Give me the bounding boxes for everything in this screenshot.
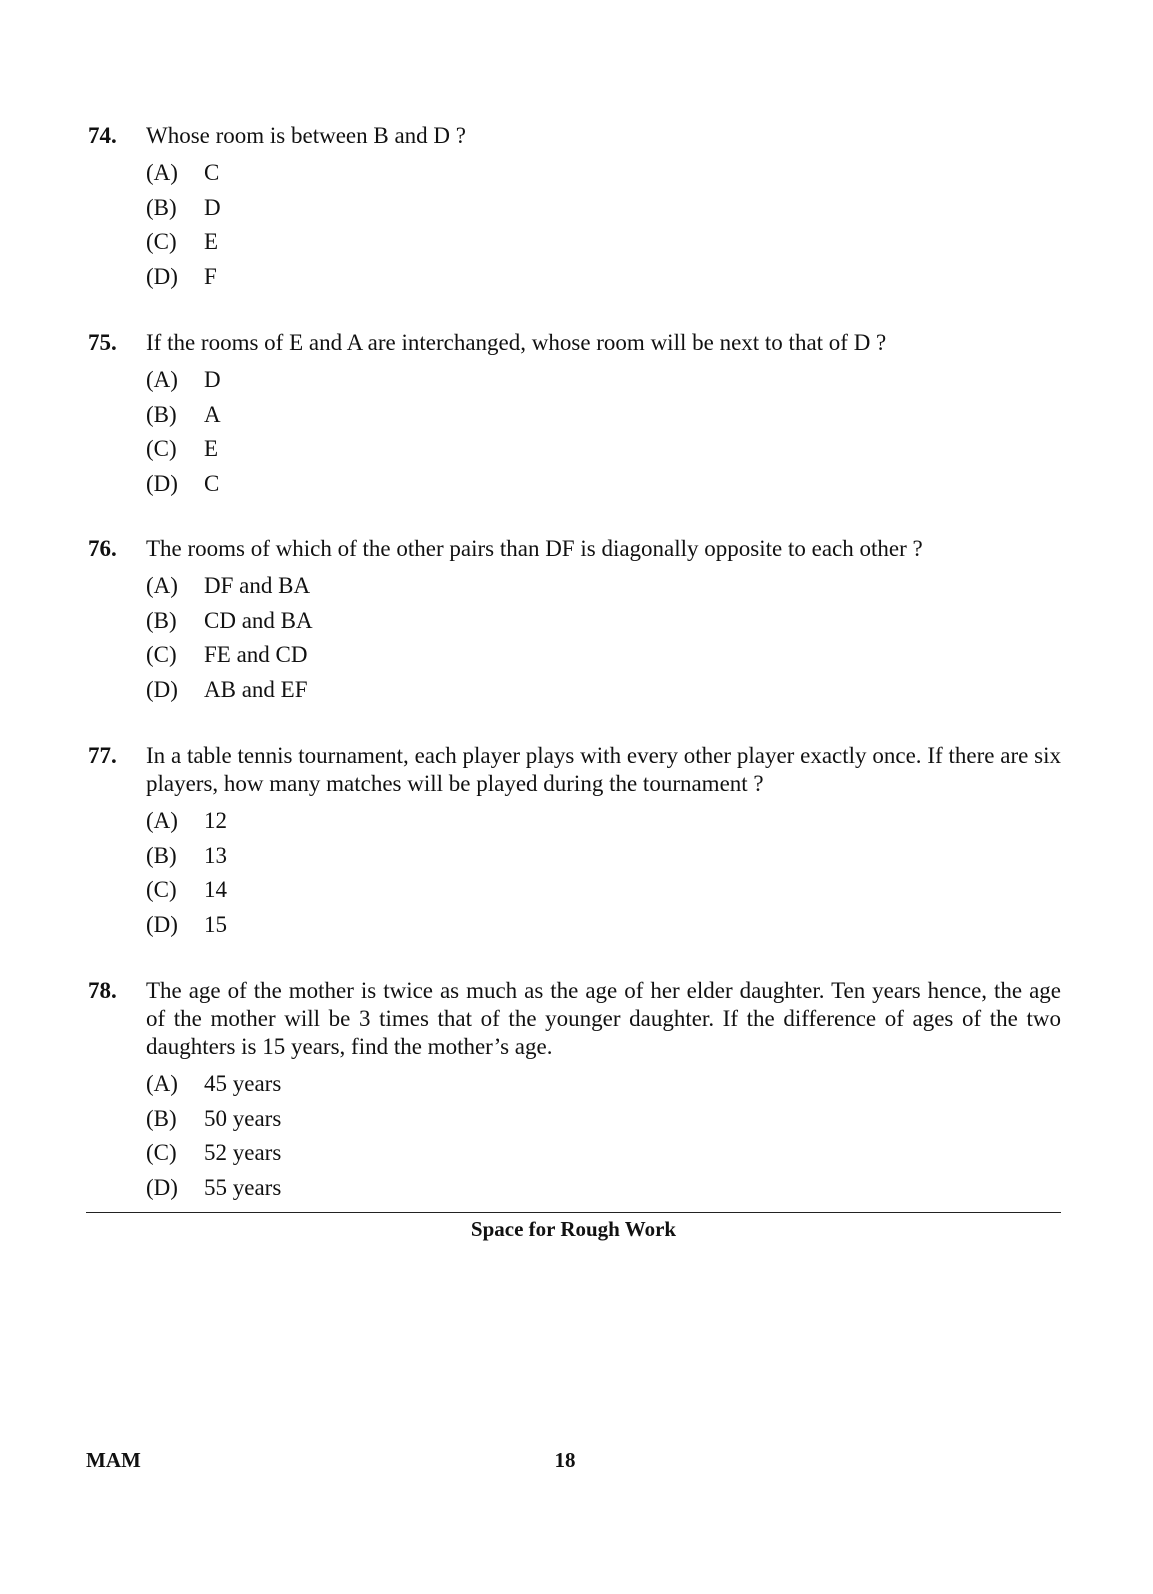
option-c bbox=[146, 638, 1061, 673]
option-text: D bbox=[204, 367, 221, 392]
option-text: F bbox=[204, 263, 217, 289]
question-number: 76. bbox=[88, 536, 117, 561]
option-text: A bbox=[204, 401, 221, 427]
option-text: CD and BA bbox=[204, 607, 313, 633]
option-letter: (C) bbox=[146, 229, 177, 254]
option-b bbox=[146, 839, 1061, 874]
option-letter: (A) bbox=[146, 1071, 178, 1096]
option-letter: (D) bbox=[146, 676, 178, 702]
option-a bbox=[146, 804, 1061, 839]
option-letter: (A) bbox=[146, 160, 178, 185]
option-b bbox=[146, 1102, 1061, 1137]
option-a bbox=[146, 156, 1061, 191]
option-a bbox=[146, 1067, 1061, 1102]
option-letter: (D) bbox=[146, 1174, 178, 1200]
option-text: 50 years bbox=[204, 1105, 282, 1131]
option-text: 12 bbox=[204, 808, 227, 833]
option-letter: (B) bbox=[146, 607, 177, 633]
option-text: C bbox=[204, 160, 220, 185]
option-letter: (C) bbox=[146, 436, 177, 461]
option-text: 13 bbox=[204, 842, 227, 868]
options-list bbox=[146, 156, 1061, 294]
question-text: In a table tennis tournament, each player plays with every other player exactly once. If there are six players, how many matches will be played during the tournament ? bbox=[146, 743, 1061, 796]
option-text: E bbox=[204, 229, 219, 254]
question-number: 77. bbox=[88, 743, 117, 768]
option-text: E bbox=[204, 436, 219, 461]
option-c bbox=[146, 225, 1061, 260]
option-letter: (A) bbox=[146, 808, 178, 833]
option-letter: (A) bbox=[146, 573, 178, 598]
option-text: 15 bbox=[204, 911, 227, 937]
option-c bbox=[146, 873, 1061, 908]
question-78 bbox=[86, 977, 1061, 1205]
option-d bbox=[146, 908, 1061, 943]
option-letter: (D) bbox=[146, 911, 178, 937]
option-d bbox=[146, 260, 1061, 295]
option-text: D bbox=[204, 194, 221, 220]
question-number: 74. bbox=[88, 123, 117, 148]
option-d bbox=[146, 1171, 1061, 1206]
option-text: DF and BA bbox=[204, 573, 311, 598]
option-text: AB and EF bbox=[204, 676, 308, 702]
rough-work-divider bbox=[86, 1212, 1061, 1213]
question-text: The rooms of which of the other pairs than DF is diagonally opposite to each other ? bbox=[146, 536, 923, 561]
option-letter: (B) bbox=[146, 1105, 177, 1131]
question-number: 78. bbox=[88, 978, 117, 1003]
option-c bbox=[146, 432, 1061, 467]
option-letter: (A) bbox=[146, 367, 178, 392]
question-text: If the rooms of E and A are interchanged, whose room will be next to that of D ? bbox=[146, 330, 887, 355]
question-text: The age of the mother is twice as much as the age of her elder daughter. Ten years hence, the age of the mother will be 3 times that of the younger daughter. If the difference of ages of the two daughters is 15 years, find the mother’s age. bbox=[146, 978, 1061, 1059]
option-text: 14 bbox=[204, 877, 227, 902]
options-list bbox=[146, 569, 1061, 707]
option-letter: (C) bbox=[146, 642, 177, 667]
question-77 bbox=[86, 742, 1061, 942]
option-text: 55 years bbox=[204, 1174, 282, 1200]
option-letter: (D) bbox=[146, 470, 178, 496]
option-d bbox=[146, 673, 1061, 708]
question-76 bbox=[86, 535, 1061, 707]
option-b bbox=[146, 604, 1061, 639]
option-letter: (B) bbox=[146, 842, 177, 868]
option-text: 45 years bbox=[204, 1071, 282, 1096]
option-letter: (C) bbox=[146, 877, 177, 902]
option-c bbox=[146, 1136, 1061, 1171]
question-74 bbox=[86, 122, 1061, 294]
options-list bbox=[146, 363, 1061, 501]
option-a bbox=[146, 363, 1061, 398]
option-text: 52 years bbox=[204, 1140, 282, 1165]
footer-code: MAM bbox=[86, 1448, 141, 1472]
option-letter: (B) bbox=[146, 194, 177, 220]
option-text: FE and CD bbox=[204, 642, 308, 667]
option-letter: (B) bbox=[146, 401, 177, 427]
options-list bbox=[146, 1067, 1061, 1205]
option-letter: (C) bbox=[146, 1140, 177, 1165]
question-text: Whose room is between B and D ? bbox=[146, 123, 467, 148]
question-75 bbox=[86, 329, 1061, 501]
option-d bbox=[146, 467, 1061, 502]
option-a bbox=[146, 569, 1061, 604]
question-number: 75. bbox=[88, 330, 117, 355]
options-list bbox=[146, 804, 1061, 942]
page-number: 18 bbox=[554, 1448, 576, 1472]
option-b bbox=[146, 398, 1061, 433]
option-b bbox=[146, 191, 1061, 226]
rough-work-heading: Space for Rough Work bbox=[470, 1217, 677, 1241]
option-letter: (D) bbox=[146, 263, 178, 289]
option-text: C bbox=[204, 470, 220, 496]
